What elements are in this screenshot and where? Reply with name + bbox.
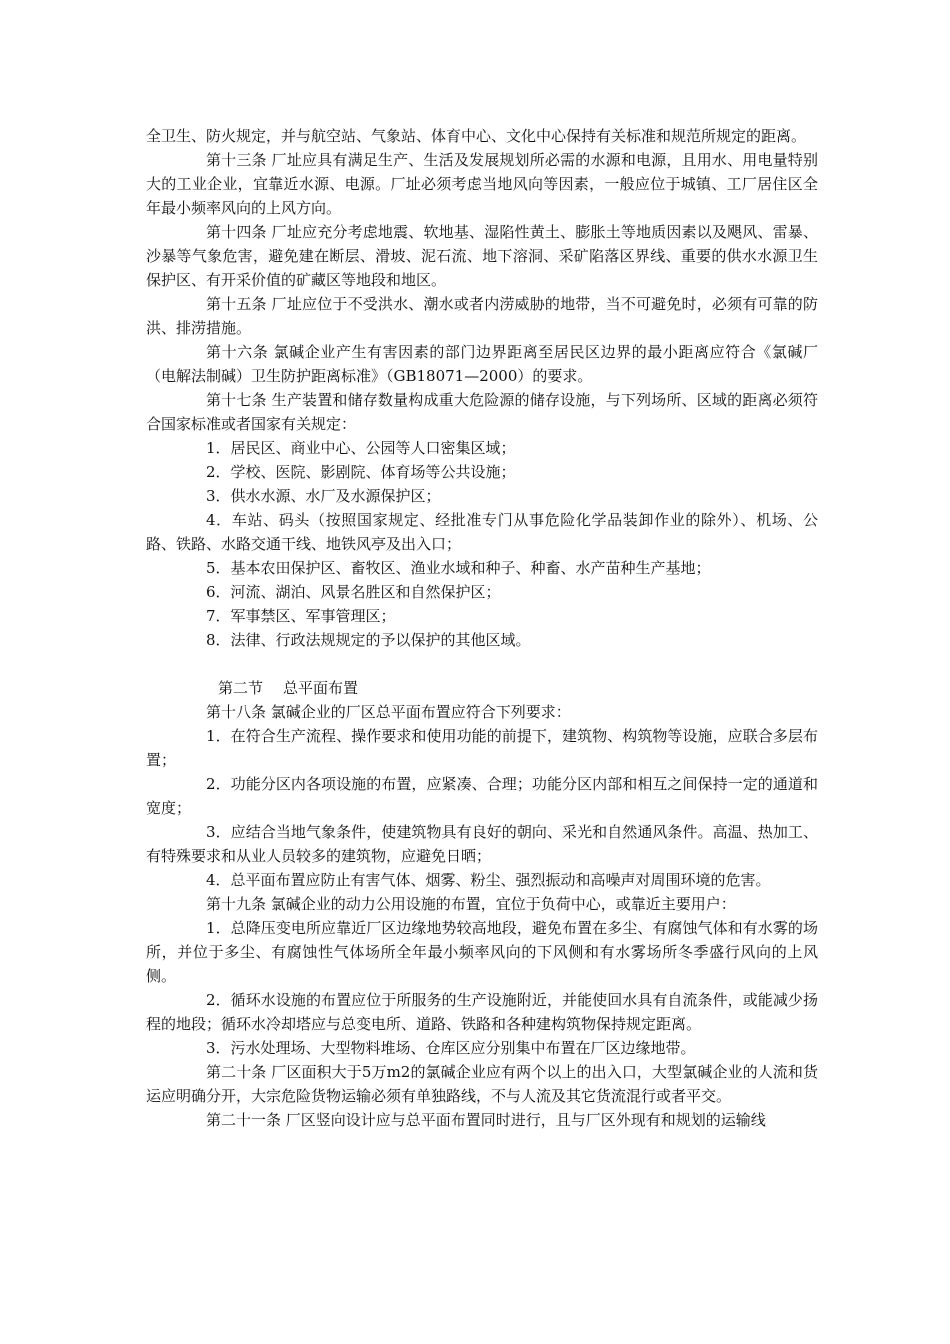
list-item: 8．法律、行政法规规定的予以保护的其他区域。 [206,631,531,649]
article-17: 第十七条 生产装置和储存数量构成重大危险源的储存设施，与下列场所、区域的距离必须符合国家标准或者国家有关规定： [146,391,818,433]
article-14: 第十四条 厂址应充分考虑地震、软地基、湿陷性黄土、膨胀土等地质因素以及飓风、雷暴、沙暴等气象危害，避免建在断层、滑坡、泥石流、地下溶洞、采矿陷落区界线、重要的供水水源卫生保护区、有开采价值的矿藏区等地段和地区。 [146,223,818,289]
document-page [146,124,818,1132]
list-item: 3．污水处理场、大型物料堆场、仓库区应分别集中布置在厂区边缘地带。 [206,1039,696,1057]
article-21: 第二十一条 厂区竖向设计应与总平面布置同时进行，且与厂区外现有和规划的运输线 [206,1111,766,1129]
list-item: 4．车站、码头（按照国家规定、经批准专门从事危险化学品装卸作业的除外）、机场、公路、铁路、水路交通干线、地铁风亭及出入口； [146,511,818,553]
section-title: 总平面布置 [283,679,359,697]
article-18: 第十八条 氯碱企业的厂区总平面布置应符合下列要求： [206,703,571,721]
list-item: 1．居民区、商业中心、公园等人口密集区域； [206,439,516,457]
list-item: 2．学校、医院、影剧院、体育场等公共设施； [206,463,516,481]
list-item: 2．功能分区内各项设施的布置，应紧凑、合理；功能分区内部和相互之间保持一定的通道和宽度； [146,775,818,817]
list-item: 1．总降压变电所应靠近厂区边缘地势较高地段，避免布置在多尘、有腐蚀气体和有水雾的场所，并位于多尘、有腐蚀性气体场所全年最小频率风向的下风侧和有水雾场所冬季盛行风向的上风侧。 [146,919,818,985]
article-20: 第二十条 厂区面积大于5万m2的氯碱企业应有两个以上的出入口，大型氯碱企业的人流和货运应明确分开，大宗危险货物运输必须有单独路线，不与人流及其它货流混行或者平交。 [146,1063,818,1105]
list-item: 6．河流、湖泊、风景名胜区和自然保护区； [206,583,501,601]
paragraph-group-1 [146,124,818,652]
list-item: 7．军事禁区、军事管理区； [206,607,396,625]
list-item: 3．供水水源、水厂及水源保护区； [206,487,441,505]
list-item: 5．基本农田保护区、畜牧区、渔业水域和种子、种畜、水产苗种生产基地； [206,559,711,577]
paragraph-group-2 [146,700,818,1132]
article-13: 第十三条 厂址应具有满足生产、生活及发展规划所必需的水源和电源，且用水、用电量特别大的工业企业，宜靠近水源、电源。厂址必须考虑当地风向等因素，一般应位于城镇、工厂居住区全年最小频率风向的上风方向。 [146,151,818,217]
list-item: 4．总平面布置应防止有害气体、烟雾、粉尘、强烈振动和高噪声对周围环境的危害。 [206,871,771,889]
list-item: 2．循环水设施的布置应位于所服务的生产设施附近，并能使回水具有自流条件，或能减少扬程的地段；循环水冷却塔应与总变电所、道路、铁路和各种建构筑物保持规定距离。 [146,991,818,1033]
article-16: 第十六条 氯碱企业产生有害因素的部门边界距离至居民区边界的最小距离应符合《氯碱厂（电解法制碱）卫生防护距离标准》（GB18071—2000）的要求。 [146,343,818,385]
list-item: 3．应结合当地气象条件，使建筑物具有良好的朝向、采光和自然通风条件。高温、热加工、有特殊要求和从业人员较多的建筑物，应避免日晒； [146,823,818,865]
paragraph: 全卫生、防火规定，并与航空站、气象站、体育中心、文化中心保持有关标准和规范所规定的距离。 [146,127,807,145]
article-19: 第十九条 氯碱企业的动力公用设施的布置，宜位于负荷中心，或靠近主要用户： [206,895,736,913]
section-number: 第二节 [218,679,264,697]
section-heading [146,676,818,700]
list-item: 1．在符合生产流程、操作要求和使用功能的前提下，建筑物、构筑物等设施，应联合多层布置； [146,727,818,769]
article-15: 第十五条 厂址应位于不受洪水、潮水或者内涝威胁的地带，当不可避免时，必须有可靠的防洪、排涝措施。 [146,295,818,337]
